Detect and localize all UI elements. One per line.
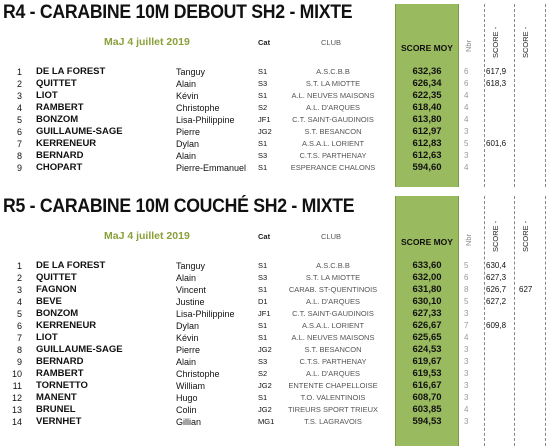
header-score-moy: SCORE MOY [401,43,453,53]
last-name-cell: RAMBERT [36,368,84,379]
score-moy-cell: 633,60 [412,260,442,271]
category-cell: S2 [258,369,268,378]
table-row [0,296,550,308]
table-row [0,308,550,320]
table-row [0,332,550,344]
last-name-cell: GUILLAUME-SAGE [36,344,123,355]
header-nbr: Nbr [464,233,473,246]
last-name-cell: FAGNON [36,284,77,295]
first-name-cell: Alain [176,273,197,283]
ranking-section-r4 [0,0,550,190]
score-moy-cell: 612,97 [412,126,442,137]
nbr-cell: 5 [464,261,469,270]
category-cell: D1 [258,297,268,306]
score-moy-cell: 619,67 [412,356,442,367]
category-cell: S1 [258,321,268,330]
first-name-cell: Christophe [176,369,220,379]
rank-cell: 14 [11,417,22,427]
rank-cell: 9 [16,163,22,173]
club-cell: A.L. NEUVES MAISONS [291,91,375,100]
nbr-cell: 4 [464,163,469,172]
table-row [0,392,550,404]
table-row [0,102,550,114]
club-cell: T.S. LAGRAVOIS [304,417,362,426]
first-name-cell: Colin [176,405,197,415]
ranking-table [0,260,550,428]
first-name-cell: Justine [176,297,205,307]
first-name-cell: Dylan [176,321,200,331]
nbr-cell: 3 [464,345,469,354]
club-cell: A.L. NEUVES MAISONS [291,333,375,342]
club-cell: C.T.S. PARTHENAY [299,151,367,160]
score-moy-cell: 627,33 [412,308,442,319]
rank-cell: 1 [16,261,22,271]
score-moy-cell: 626,67 [412,320,442,331]
rank-cell: 8 [16,345,22,355]
table-row [0,260,550,272]
last-name-cell: LIOT [36,90,58,101]
score-moy-cell: 631,80 [412,284,442,295]
last-name-cell: MANENT [36,392,77,403]
last-name-cell: DE LA FOREST [36,260,106,271]
last-name-cell: KERRENEUR [36,138,97,149]
score-moy-cell: 612,83 [412,138,442,149]
club-cell: TIREURS SPORT TRIEUX [287,405,379,414]
first-name-cell: Lisa-Philippine [176,115,235,125]
category-cell: S3 [258,273,268,282]
nbr-cell: 8 [464,285,469,294]
nbr-cell: 3 [464,309,469,318]
score-moy-cell: 613,80 [412,114,442,125]
score-2-cell: 627 [519,285,533,294]
rank-cell: 4 [16,297,22,307]
score-moy-cell: 630,10 [412,296,442,307]
header-score-1: SCORE - [491,26,500,58]
header-cat: Cat [258,232,271,241]
last-name-cell: QUITTET [36,78,77,89]
category-cell: S1 [258,91,268,100]
table-row [0,320,550,332]
score-moy-cell: 626,34 [412,78,442,89]
table-row [0,138,550,150]
rank-cell: 4 [16,103,22,113]
last-name-cell: BEVE [36,296,62,307]
table-row [0,90,550,102]
score-moy-cell: 603,85 [412,404,442,415]
last-name-cell: BERNARD [36,150,84,161]
rank-cell: 13 [11,405,22,415]
club-cell: A.L. D'ARQUES [306,297,360,306]
first-name-cell: Lisa-Philippine [176,309,235,319]
club-cell: CARAB. ST-QUENTINOIS [288,285,378,294]
table-row [0,380,550,392]
club-cell: A.S.A.L. LORIENT [301,139,365,148]
table-row [0,66,550,78]
score-1-cell: 630,4 [486,261,507,270]
table-row [0,126,550,138]
category-cell: S1 [258,163,268,172]
rank-cell: 3 [16,91,22,101]
first-name-cell: William [176,381,205,391]
nbr-cell: 3 [464,381,469,390]
nbr-cell: 4 [464,91,469,100]
first-name-cell: Tanguy [176,261,206,271]
table-row [0,404,550,416]
club-cell: A.S.C.B.B [316,261,350,270]
club-cell: C.T.S. PARTHENAY [299,357,367,366]
nbr-cell: 3 [464,151,469,160]
score-1-cell: 609,8 [486,321,507,330]
first-name-cell: Alain [176,357,197,367]
score-moy-cell: 616,67 [412,380,442,391]
header-score-2: SCORE - [521,220,530,252]
club-cell: C.T. SAINT-GAUDINOIS [292,115,374,124]
rank-cell: 7 [16,333,22,343]
club-cell: S.T. LA MIOTTE [305,273,361,282]
first-name-cell: Pierre [176,345,201,355]
last-name-cell: BONZOM [36,114,79,125]
score-moy-cell: 619,53 [412,368,442,379]
rank-cell: 3 [16,285,22,295]
header-cat: Cat [258,38,271,47]
table-row [0,344,550,356]
rank-cell: 2 [16,79,22,89]
category-cell: S1 [258,393,268,402]
score-1-cell: 617,9 [486,67,507,76]
score-moy-cell: 612,63 [412,150,442,161]
header-club: CLUB [321,232,342,241]
header-nbr: Nbr [464,39,473,52]
table-row [0,162,550,174]
category-cell: S2 [258,103,268,112]
nbr-cell: 4 [464,405,469,414]
table-row [0,284,550,296]
category-cell: MG1 [258,417,275,426]
nbr-cell: 3 [464,127,469,136]
category-cell: S3 [258,357,268,366]
update-date: MaJ 4 juillet 2019 [104,36,190,48]
nbr-cell: 4 [464,333,469,342]
last-name-cell: BONZOM [36,308,79,319]
nbr-cell: 5 [464,139,469,148]
first-name-cell: Vincent [176,285,206,295]
rank-cell: 1 [16,67,22,77]
table-row [0,416,550,428]
first-name-cell: Alain [176,151,197,161]
category-cell: JG2 [258,381,272,390]
table-row [0,368,550,380]
nbr-cell: 6 [464,67,469,76]
last-name-cell: QUITTET [36,272,77,283]
last-name-cell: DE LA FOREST [36,66,106,77]
category-cell: S1 [258,67,268,76]
last-name-cell: GUILLAUME-SAGE [36,126,123,137]
rank-cell: 6 [16,321,22,331]
nbr-cell: 3 [464,357,469,366]
last-name-cell: VERNHET [36,416,82,427]
score-moy-cell: 625,65 [412,332,442,343]
ranking-table [0,66,550,174]
score-moy-cell: 632,00 [412,272,442,283]
category-cell: JG2 [258,405,272,414]
score-moy-cell: 608,70 [412,392,442,403]
last-name-cell: CHOPART [36,162,83,173]
club-cell: ESPERANCE CHALONS [290,163,376,172]
last-name-cell: BRUNEL [36,404,76,415]
category-cell: JF1 [258,115,271,124]
nbr-cell: 4 [464,115,469,124]
last-name-cell: TORNETTO [36,380,88,391]
rank-cell: 2 [16,273,22,283]
table-row [0,114,550,126]
first-name-cell: Tanguy [176,67,206,77]
nbr-cell: 3 [464,369,469,378]
rank-cell: 8 [16,151,22,161]
score-moy-cell: 632,36 [412,66,442,77]
header-score-moy: SCORE MOY [401,237,453,247]
club-cell: ENTENTE CHAPELLOISE [288,381,378,390]
category-cell: JG2 [258,127,272,136]
section-title: R4 - CARABINE 10M DEBOUT SH2 - MIXTE [3,2,353,23]
category-cell: S1 [258,261,268,270]
last-name-cell: LIOT [36,332,58,343]
category-cell: JG2 [258,345,272,354]
rank-cell: 10 [11,369,22,379]
category-cell: S1 [258,139,268,148]
score-moy-cell: 622,35 [412,90,442,101]
category-cell: S3 [258,79,268,88]
section-title: R5 - CARABINE 10M COUCHÉ SH2 - MIXTE [3,196,355,217]
nbr-cell: 5 [464,297,469,306]
score-1-cell: 626,7 [486,285,507,294]
category-cell: S1 [258,285,268,294]
table-row [0,150,550,162]
update-date: MaJ 4 juillet 2019 [104,230,190,242]
first-name-cell: Dylan [176,139,200,149]
club-cell: S.T. BESANCON [304,127,362,136]
first-name-cell: Christophe [176,103,220,113]
category-cell: JF1 [258,309,271,318]
nbr-cell: 6 [464,273,469,282]
header-score-1: SCORE - [491,220,500,252]
club-cell: A.S.C.B.B [316,67,350,76]
score-moy-cell: 594,60 [412,162,442,173]
rank-cell: 7 [16,139,22,149]
table-row [0,272,550,284]
rank-cell: 5 [16,309,22,319]
score-1-cell: 601,6 [486,139,507,148]
club-cell: A.L. D'ARQUES [306,103,360,112]
last-name-cell: KERRENEUR [36,320,97,331]
first-name-cell: Hugo [176,393,198,403]
first-name-cell: Alain [176,79,197,89]
table-row [0,356,550,368]
score-1-cell: 618,3 [486,79,507,88]
club-cell: A.L. D'ARQUES [306,369,360,378]
rank-cell: 9 [16,357,22,367]
first-name-cell: Kévin [176,91,199,101]
category-cell: S3 [258,151,268,160]
club-cell: A.S.A.L. LORIENT [301,321,365,330]
first-name-cell: Pierre-Emmanuel [176,163,247,173]
score-1-cell: 627,3 [486,273,507,282]
score-moy-cell: 594,53 [412,416,442,427]
ranking-section-r5 [0,194,550,446]
rank-cell: 12 [11,393,22,403]
nbr-cell: 3 [464,393,469,402]
nbr-cell: 7 [464,321,469,330]
nbr-cell: 4 [464,103,469,112]
club-cell: C.T. SAINT-GAUDINOIS [292,309,374,318]
last-name-cell: RAMBERT [36,102,84,113]
header-score-2: SCORE - [521,26,530,58]
header-club: CLUB [321,38,342,47]
nbr-cell: 6 [464,79,469,88]
first-name-cell: Pierre [176,127,201,137]
rank-cell: 5 [16,115,22,125]
score-moy-cell: 624,53 [412,344,442,355]
first-name-cell: Kévin [176,333,199,343]
club-cell: T.O. VALENTINOIS [300,393,366,402]
club-cell: S.T. LA MIOTTE [305,79,361,88]
rank-cell: 6 [16,127,22,137]
nbr-cell: 3 [464,417,469,426]
score-moy-cell: 618,40 [412,102,442,113]
table-row [0,78,550,90]
first-name-cell: Gillian [176,417,202,427]
club-cell: S.T. BESANCON [304,345,362,354]
category-cell: S1 [258,333,268,342]
rank-cell: 11 [12,381,22,391]
score-1-cell: 627,2 [486,297,507,306]
last-name-cell: BERNARD [36,356,84,367]
